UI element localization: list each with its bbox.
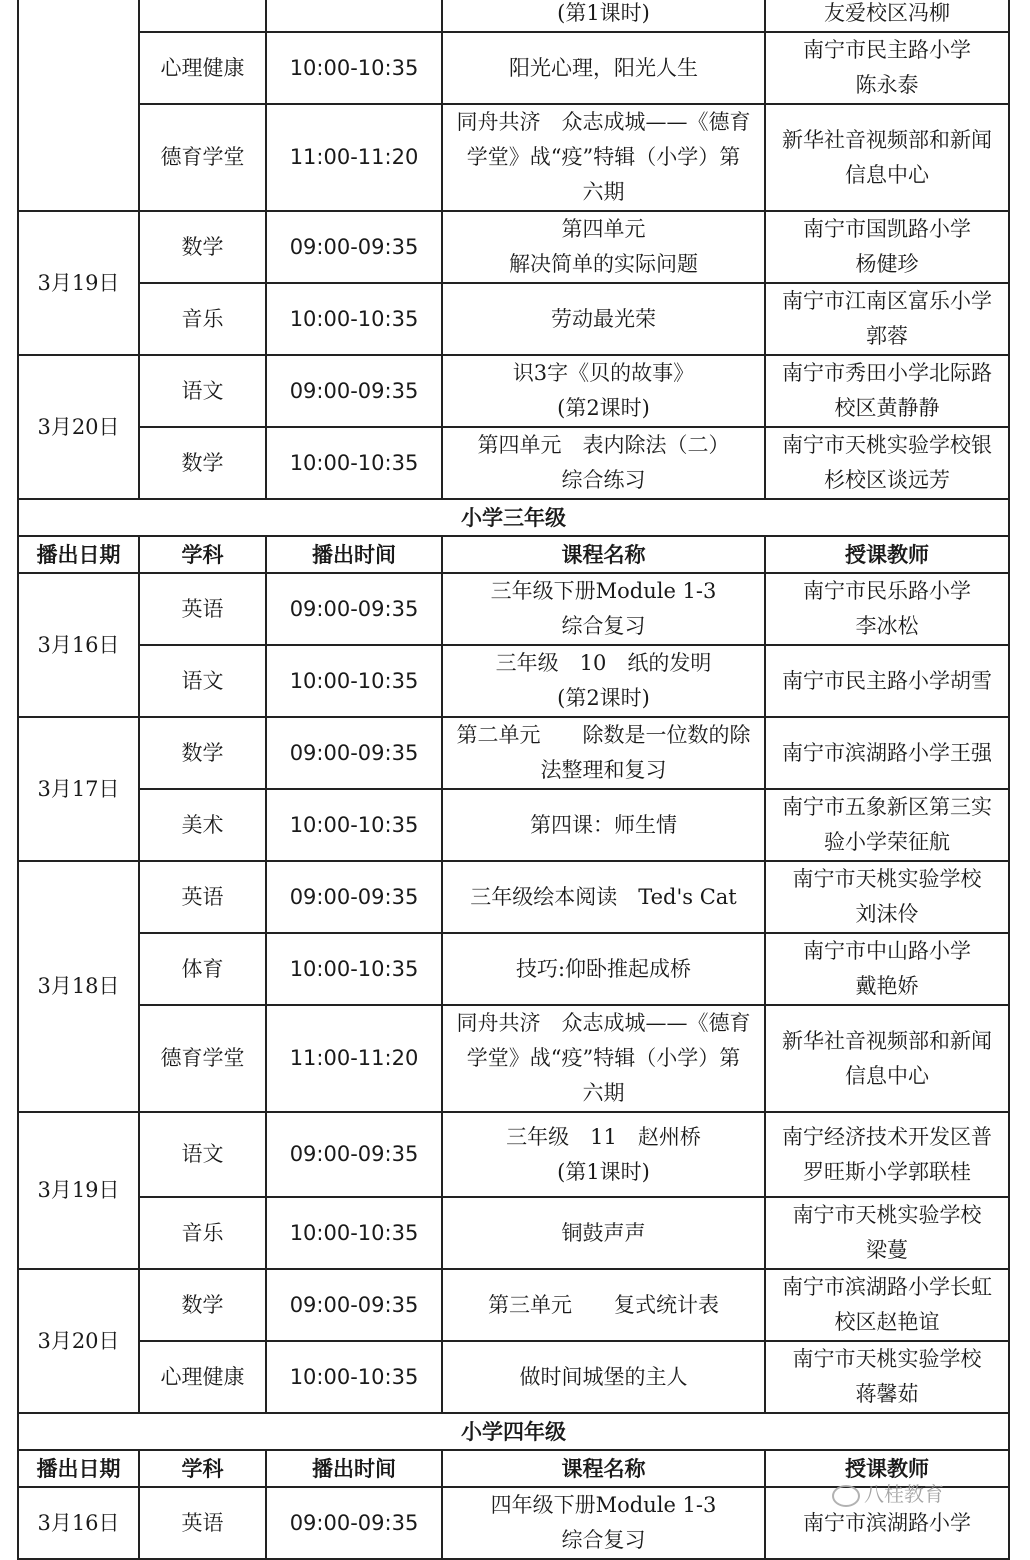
date-cell: 3月20日 [18, 1269, 139, 1413]
table-row [18, 1005, 1009, 1112]
date-cell [18, 0, 139, 211]
date-cell: 3月16日 [18, 1487, 139, 1559]
teacher-cell: 友爱校区冯柳 [765, 0, 1009, 32]
time-cell [266, 0, 442, 32]
teacher-cell: 南宁市秀田小学北际路 校区黄静静 [765, 355, 1009, 427]
grade-title: 小学三年级 [18, 499, 1009, 536]
course-cell: 第四单元 解决简单的实际问题 [442, 211, 765, 283]
subject-cell: 音乐 [139, 283, 266, 355]
table-row [18, 211, 1009, 283]
time-cell: 09:00-09:35 [266, 1487, 442, 1559]
subject-cell: 美术 [139, 789, 266, 861]
course-cell: 三年级下册Module 1-3 综合复习 [442, 573, 765, 645]
teacher-cell: 南宁市民乐路小学 李冰松 [765, 573, 1009, 645]
course-cell: 四年级下册Module 1-3 综合复习 [442, 1487, 765, 1559]
course-cell: 识3字《贝的故事》 (第2课时) [442, 355, 765, 427]
header-date: 播出日期 [18, 1450, 139, 1487]
time-cell: 10:00-10:35 [266, 1197, 442, 1269]
course-cell: 同舟共济 众志成城——《德育 学堂》战“疫”特辑（小学）第 六期 [442, 104, 765, 211]
table-row [18, 0, 1009, 32]
course-cell: 劳动最光荣 [442, 283, 765, 355]
teacher-cell: 南宁市滨湖路小学 [765, 1487, 1009, 1559]
teacher-cell: 南宁市江南区富乐小学 郭蓉 [765, 283, 1009, 355]
table-row [18, 104, 1009, 211]
date-cell: 3月19日 [18, 211, 139, 355]
course-cell: 第三单元 复式统计表 [442, 1269, 765, 1341]
table-row [18, 573, 1009, 645]
course-cell: 第四单元 表内除法（二） 综合练习 [442, 427, 765, 499]
teacher-cell: 新华社音视频部和新闻 信息中心 [765, 104, 1009, 211]
subject-cell: 数学 [139, 211, 266, 283]
course-cell: 第二单元 除数是一位数的除 法整理和复习 [442, 717, 765, 789]
table-row [18, 427, 1009, 499]
table-row [18, 789, 1009, 861]
teacher-cell: 南宁市天桃实验学校 梁蔓 [765, 1197, 1009, 1269]
broadcast-schedule-table [17, 0, 1010, 1560]
header-time: 播出时间 [266, 536, 442, 573]
time-cell: 10:00-10:35 [266, 32, 442, 104]
subject-cell: 体育 [139, 933, 266, 1005]
time-cell: 09:00-09:35 [266, 1269, 442, 1341]
time-cell: 09:00-09:35 [266, 211, 442, 283]
time-cell: 09:00-09:35 [266, 573, 442, 645]
table-row [18, 861, 1009, 933]
time-cell: 09:00-09:35 [266, 717, 442, 789]
subject-cell: 数学 [139, 1269, 266, 1341]
table-row [18, 933, 1009, 1005]
subject-cell: 语文 [139, 1112, 266, 1197]
course-cell: 三年级 11 赵州桥 (第1课时) [442, 1112, 765, 1197]
teacher-cell: 南宁市中山路小学 戴艳娇 [765, 933, 1009, 1005]
watermark-text: 八桂教育 [864, 1482, 944, 1506]
time-cell: 10:00-10:35 [266, 933, 442, 1005]
table-row [18, 32, 1009, 104]
date-cell: 3月17日 [18, 717, 139, 861]
table-row [18, 1269, 1009, 1341]
teacher-cell: 南宁市民主路小学 陈永泰 [765, 32, 1009, 104]
time-cell: 10:00-10:35 [266, 283, 442, 355]
time-cell: 09:00-09:35 [266, 1112, 442, 1197]
teacher-cell: 南宁市天桃实验学校 蒋馨茹 [765, 1341, 1009, 1413]
subject-cell: 心理健康 [139, 32, 266, 104]
date-cell: 3月20日 [18, 355, 139, 499]
table-row [18, 717, 1009, 789]
subject-cell: 语文 [139, 645, 266, 717]
subject-cell: 音乐 [139, 1197, 266, 1269]
time-cell: 10:00-10:35 [266, 1341, 442, 1413]
table-row [18, 1197, 1009, 1269]
teacher-cell: 南宁市五象新区第三实 验小学荣征航 [765, 789, 1009, 861]
wechat-icon [832, 1485, 860, 1507]
subject-cell: 心理健康 [139, 1341, 266, 1413]
time-cell: 10:00-10:35 [266, 645, 442, 717]
header-subject: 学科 [139, 1450, 266, 1487]
teacher-cell: 南宁市滨湖路小学长虹 校区赵艳谊 [765, 1269, 1009, 1341]
course-cell: 同舟共济 众志成城——《德育 学堂》战“疫”特辑（小学）第 六期 [442, 1005, 765, 1112]
course-cell: (第1课时) [442, 0, 765, 32]
watermark [832, 1478, 944, 1507]
header-subject: 学科 [139, 536, 266, 573]
teacher-cell: 新华社音视频部和新闻 信息中心 [765, 1005, 1009, 1112]
date-cell: 3月18日 [18, 861, 139, 1112]
subject-cell: 德育学堂 [139, 104, 266, 211]
subject-cell: 英语 [139, 573, 266, 645]
course-cell: 铜鼓声声 [442, 1197, 765, 1269]
time-cell: 10:00-10:35 [266, 789, 442, 861]
table-row [18, 1112, 1009, 1197]
table-row [18, 355, 1009, 427]
subject-cell: 英语 [139, 1487, 266, 1559]
course-cell: 第四课：师生情 [442, 789, 765, 861]
date-cell: 3月16日 [18, 573, 139, 717]
time-cell: 11:00-11:20 [266, 1005, 442, 1112]
time-cell: 09:00-09:35 [266, 861, 442, 933]
grade-title-row [18, 499, 1009, 536]
header-course: 课程名称 [442, 1450, 765, 1487]
header-row [18, 536, 1009, 573]
subject-cell: 语文 [139, 355, 266, 427]
table-row [18, 645, 1009, 717]
grade-title-row [18, 1413, 1009, 1450]
header-time: 播出时间 [266, 1450, 442, 1487]
header-teacher: 授课教师 [765, 536, 1009, 573]
date-cell: 3月19日 [18, 1112, 139, 1269]
time-cell: 09:00-09:35 [266, 355, 442, 427]
course-cell: 技巧:仰卧推起成桥 [442, 933, 765, 1005]
subject-cell: 英语 [139, 861, 266, 933]
header-course: 课程名称 [442, 536, 765, 573]
teacher-cell: 南宁市天桃实验学校 刘沫伶 [765, 861, 1009, 933]
subject-cell: 德育学堂 [139, 1005, 266, 1112]
teacher-cell: 南宁市国凯路小学 杨健珍 [765, 211, 1009, 283]
subject-cell [139, 0, 266, 32]
course-cell: 阳光心理，阳光人生 [442, 32, 765, 104]
table-row [18, 1341, 1009, 1413]
header-teacher: 授课教师 [765, 1450, 1009, 1487]
course-cell: 三年级 10 纸的发明 (第2课时) [442, 645, 765, 717]
time-cell: 11:00-11:20 [266, 104, 442, 211]
teacher-cell: 南宁市民主路小学胡雪 [765, 645, 1009, 717]
course-cell: 三年级绘本阅读 Ted's Cat [442, 861, 765, 933]
course-cell: 做时间城堡的主人 [442, 1341, 765, 1413]
subject-cell: 数学 [139, 427, 266, 499]
teacher-cell: 南宁市滨湖路小学王强 [765, 717, 1009, 789]
teacher-cell: 南宁经济技术开发区普 罗旺斯小学郭联桂 [765, 1112, 1009, 1197]
header-date: 播出日期 [18, 536, 139, 573]
time-cell: 10:00-10:35 [266, 427, 442, 499]
teacher-cell: 南宁市天桃实验学校银 杉校区谈远芳 [765, 427, 1009, 499]
table-row [18, 283, 1009, 355]
grade-title: 小学四年级 [18, 1413, 1009, 1450]
subject-cell: 数学 [139, 717, 266, 789]
